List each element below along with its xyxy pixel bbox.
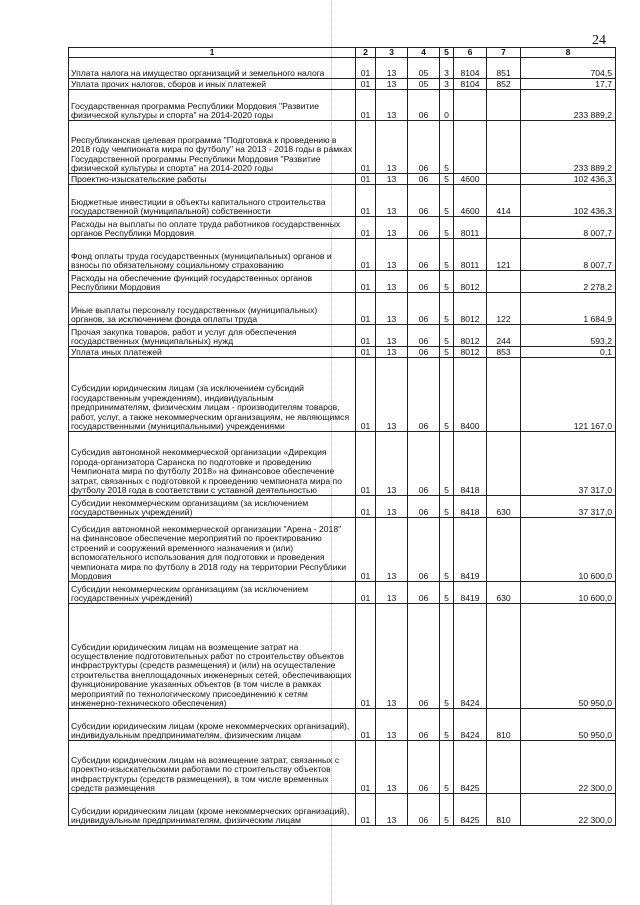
row-name: Иные выплаты персоналу государственных (муниципальных) органов, за исключением фонда оплаты труда (69, 293, 356, 325)
row-amount: 37 317,0 (521, 496, 616, 518)
row-expense-type: 121 (487, 239, 521, 271)
budget-table (68, 47, 616, 826)
row-expense-type (487, 174, 521, 185)
row-program: 06 (408, 709, 440, 741)
row-name: Субсидия автономной некоммерческой организации «Дирекция города-организатора Саранска по подготовке и проведению Чемпионата мира по футболу 2018» на финансовое обеспечение затрат, связанных с подготовкой к проведению чемпионата мира по футболу 2018 года в соответствии с уставной деятельностью (69, 432, 356, 496)
row-name: Субсидии юридическим лицам (кроме некоммерческих организаций), индивидуальным предпринимателям, физическим лицам (69, 709, 356, 741)
row-name: Проектно-изыскательские работы (69, 174, 356, 185)
row-amount: 121 167,0 (521, 358, 616, 432)
row-section: 01 (356, 794, 376, 826)
row-expense-type (487, 121, 521, 174)
col-header: 3 (376, 48, 408, 58)
row-program: 06 (408, 496, 440, 518)
row-section: 01 (356, 604, 376, 709)
row-expense-type: 810 (487, 794, 521, 826)
row-subprogram: 0 (440, 90, 454, 121)
row-program: 05 (408, 58, 440, 79)
table-body (69, 58, 616, 826)
row-expense-type: 414 (487, 185, 521, 217)
row-section: 01 (356, 293, 376, 325)
row-subsection: 13 (376, 358, 408, 432)
row-program: 06 (408, 432, 440, 496)
row-expense-type: 630 (487, 582, 521, 604)
row-section: 01 (356, 358, 376, 432)
row-section: 01 (356, 347, 376, 358)
row-subprogram: 5 (440, 496, 454, 518)
row-target: 8419 (454, 518, 487, 582)
row-name: Субсидия автономной некоммерческой организации "Арена - 2018" на финансовое обеспечение мероприятий по проектированию строений и сооружений временного назначения и (или) вспомогательного использования для подготовки и проведения чемпионата мира по футболу в 2018 году на территории Республики Мордовия (69, 518, 356, 582)
row-subsection: 13 (376, 709, 408, 741)
table-row (69, 347, 616, 358)
row-subprogram: 5 (440, 239, 454, 271)
row-name: Уплата иных платежей (69, 347, 356, 358)
row-subprogram: 5 (440, 358, 454, 432)
row-expense-type (487, 90, 521, 121)
row-subprogram: 5 (440, 518, 454, 582)
row-name: Уплата налога на имущество организаций и земельного налога (69, 58, 356, 79)
row-subsection: 13 (376, 325, 408, 347)
row-program: 06 (408, 794, 440, 826)
row-expense-type: 810 (487, 709, 521, 741)
table-row (69, 185, 616, 217)
row-subprogram: 5 (440, 347, 454, 358)
row-amount: 102 436,3 (521, 174, 616, 185)
row-subprogram: 5 (440, 271, 454, 293)
row-program: 06 (408, 121, 440, 174)
row-amount: 50 950,0 (521, 709, 616, 741)
row-section: 01 (356, 239, 376, 271)
table-row (69, 271, 616, 293)
row-subsection: 13 (376, 90, 408, 121)
row-subsection: 13 (376, 121, 408, 174)
table-row (69, 741, 616, 794)
table-row (69, 604, 616, 709)
table-row (69, 709, 616, 741)
row-amount: 102 436,3 (521, 185, 616, 217)
table-row (69, 217, 616, 239)
row-section: 01 (356, 518, 376, 582)
header-row (69, 48, 616, 58)
row-section: 01 (356, 709, 376, 741)
row-name: Республиканская целевая программа "Подготовка к проведению в 2018 году чемпионата мира по футболу" на 2013 - 2018 годы в рамках Государственной программы Республики Мордовия "Развитие физической культуры и спорта" на 2014-2020 годы (69, 121, 356, 174)
col-header: 2 (356, 48, 376, 58)
row-name: Субсидии юридическим лицам (кроме некоммерческих организаций), индивидуальным предпринимателям, физическим лицам (69, 794, 356, 826)
row-subprogram: 5 (440, 121, 454, 174)
row-amount: 8 007,7 (521, 239, 616, 271)
row-amount: 0,1 (521, 347, 616, 358)
row-amount: 22 300,0 (521, 794, 616, 826)
row-section: 01 (356, 582, 376, 604)
row-target (454, 90, 487, 121)
table-row (69, 239, 616, 271)
row-section: 01 (356, 174, 376, 185)
row-subsection: 13 (376, 518, 408, 582)
row-subsection: 13 (376, 174, 408, 185)
row-expense-type (487, 518, 521, 582)
row-subprogram: 5 (440, 217, 454, 239)
row-amount: 593,2 (521, 325, 616, 347)
row-name: Субсидии юридическим лицам на возмещение затрат, связанных с проектно-изыскательскими работами по строительству объектов инфраструктуры (средств размещения), в том числе временных средств размещения (69, 741, 356, 794)
row-target: 8012 (454, 293, 487, 325)
row-section: 01 (356, 217, 376, 239)
row-subprogram: 3 (440, 79, 454, 90)
col-header: 7 (487, 48, 521, 58)
table-row (69, 121, 616, 174)
row-section: 01 (356, 325, 376, 347)
row-subprogram: 5 (440, 741, 454, 794)
row-program: 06 (408, 174, 440, 185)
row-section: 01 (356, 741, 376, 794)
table-row (69, 518, 616, 582)
row-name: Субсидии некоммерческим организациям (за исключением государственных учреждений) (69, 496, 356, 518)
row-subsection: 13 (376, 217, 408, 239)
row-target: 8104 (454, 79, 487, 90)
row-subsection: 13 (376, 185, 408, 217)
row-target (454, 121, 487, 174)
row-subprogram: 5 (440, 174, 454, 185)
row-target: 8011 (454, 217, 487, 239)
row-section: 01 (356, 271, 376, 293)
table-row (69, 174, 616, 185)
row-program: 06 (408, 185, 440, 217)
col-header: 5 (440, 48, 454, 58)
row-name: Уплата прочих налогов, сборов и иных платежей (69, 79, 356, 90)
row-section: 01 (356, 496, 376, 518)
row-subprogram: 5 (440, 604, 454, 709)
row-subsection: 13 (376, 741, 408, 794)
row-expense-type (487, 358, 521, 432)
row-amount: 2 278,2 (521, 271, 616, 293)
row-section: 01 (356, 432, 376, 496)
row-amount: 704,5 (521, 58, 616, 79)
row-name: Расходы на выплаты по оплате труда работников государственных органов Республики Мордовия (69, 217, 356, 239)
row-program: 06 (408, 293, 440, 325)
row-subprogram: 5 (440, 582, 454, 604)
row-expense-type: 244 (487, 325, 521, 347)
row-section: 01 (356, 185, 376, 217)
row-section: 01 (356, 90, 376, 121)
row-target: 8418 (454, 432, 487, 496)
row-target: 8400 (454, 358, 487, 432)
row-subsection: 13 (376, 432, 408, 496)
row-amount: 8 007,7 (521, 217, 616, 239)
row-program: 06 (408, 271, 440, 293)
row-subprogram: 5 (440, 709, 454, 741)
row-section: 01 (356, 79, 376, 90)
row-amount: 10 600,0 (521, 582, 616, 604)
row-name: Субсидии юридическим лицам на возмещение затрат на осуществление подготовительных работ по строительству объектов инфраструктуры (средств размещения) и (или) на осуществление строительства внеплощадочных инженерных сетей, обеспечивающих функционирование указанных объектов (в том числе в рамках мероприятий по технологическому присоединению к сетям инженерно-технического обеспечения) (69, 604, 356, 709)
row-program: 06 (408, 90, 440, 121)
row-expense-type (487, 432, 521, 496)
row-amount: 22 300,0 (521, 741, 616, 794)
row-subsection: 13 (376, 79, 408, 90)
row-subsection: 13 (376, 58, 408, 79)
row-subsection: 13 (376, 604, 408, 709)
row-expense-type: 853 (487, 347, 521, 358)
col-header: 6 (454, 48, 487, 58)
row-name: Субсидии юридическим лицам (за исключением субсидий государственным учреждениям), индивидуальным предпринимателям, физическим лицам - производителям товаров, работ, услуг, а также некоммерческим организациям, не являющимся государственными (муниципальными) учреждениями (69, 358, 356, 432)
row-target: 8418 (454, 496, 487, 518)
row-program: 06 (408, 604, 440, 709)
table-row (69, 358, 616, 432)
table-row (69, 325, 616, 347)
row-program: 06 (408, 347, 440, 358)
row-target: 8419 (454, 582, 487, 604)
row-subprogram: 5 (440, 432, 454, 496)
table-row (69, 293, 616, 325)
row-program: 06 (408, 217, 440, 239)
row-target: 8104 (454, 58, 487, 79)
row-subprogram: 5 (440, 293, 454, 325)
row-target: 8425 (454, 794, 487, 826)
row-name: Прочая закупка товаров, работ и услуг для обеспечения государственных (муниципальных) нужд (69, 325, 356, 347)
row-target: 4600 (454, 174, 487, 185)
row-subsection: 13 (376, 794, 408, 826)
row-program: 06 (408, 741, 440, 794)
row-subsection: 13 (376, 347, 408, 358)
table-row (69, 90, 616, 121)
row-amount: 1 684,9 (521, 293, 616, 325)
row-expense-type: 852 (487, 79, 521, 90)
row-name: Бюджетные инвестиции в объекты капитального строительства государственной (муниципальной) собственности (69, 185, 356, 217)
row-subprogram: 5 (440, 185, 454, 217)
row-target: 8012 (454, 325, 487, 347)
row-name: Фонд оплаты труда государственных (муниципальных) органов и взносы по обязательному социальному страхованию (69, 239, 356, 271)
table-row (69, 582, 616, 604)
table-row (69, 79, 616, 90)
table-row (69, 496, 616, 518)
row-program: 06 (408, 325, 440, 347)
row-subsection: 13 (376, 582, 408, 604)
table-row (69, 432, 616, 496)
row-subprogram: 5 (440, 794, 454, 826)
row-expense-type (487, 741, 521, 794)
row-subsection: 13 (376, 293, 408, 325)
row-amount: 233 889,2 (521, 121, 616, 174)
row-program: 06 (408, 518, 440, 582)
table-row (69, 58, 616, 79)
row-program: 05 (408, 79, 440, 90)
row-amount: 50 950,0 (521, 604, 616, 709)
table-row (69, 794, 616, 826)
row-program: 06 (408, 582, 440, 604)
row-expense-type: 122 (487, 293, 521, 325)
row-expense-type (487, 604, 521, 709)
row-subsection: 13 (376, 271, 408, 293)
row-subprogram: 5 (440, 325, 454, 347)
col-header: 4 (408, 48, 440, 58)
row-target: 8424 (454, 709, 487, 741)
row-name: Расходы на обеспечение функций государственных органов Республики Мордовия (69, 271, 356, 293)
col-header: 1 (69, 48, 356, 58)
row-amount: 37 317,0 (521, 432, 616, 496)
row-target: 8012 (454, 347, 487, 358)
row-subprogram: 3 (440, 58, 454, 79)
row-expense-type: 851 (487, 58, 521, 79)
row-target: 8011 (454, 239, 487, 271)
row-target: 8012 (454, 271, 487, 293)
row-name: Государственная программа Республики Мордовия "Развитие физической культуры и спорта" на 2014-2020 годы (69, 90, 356, 121)
page-number: 24 (592, 33, 606, 48)
row-target: 4600 (454, 185, 487, 217)
row-target: 8424 (454, 604, 487, 709)
row-program: 06 (408, 239, 440, 271)
row-target: 8425 (454, 741, 487, 794)
col-header: 8 (521, 48, 616, 58)
row-expense-type: 630 (487, 496, 521, 518)
row-amount: 10 600,0 (521, 518, 616, 582)
row-name: Субсидии некоммерческим организациям (за исключением государственных учреждений) (69, 582, 356, 604)
row-amount: 17,7 (521, 79, 616, 90)
row-section: 01 (356, 58, 376, 79)
row-subsection: 13 (376, 496, 408, 518)
row-program: 06 (408, 358, 440, 432)
row-amount: 233 889,2 (521, 90, 616, 121)
row-subsection: 13 (376, 239, 408, 271)
row-section: 01 (356, 121, 376, 174)
row-expense-type (487, 217, 521, 239)
row-expense-type (487, 271, 521, 293)
